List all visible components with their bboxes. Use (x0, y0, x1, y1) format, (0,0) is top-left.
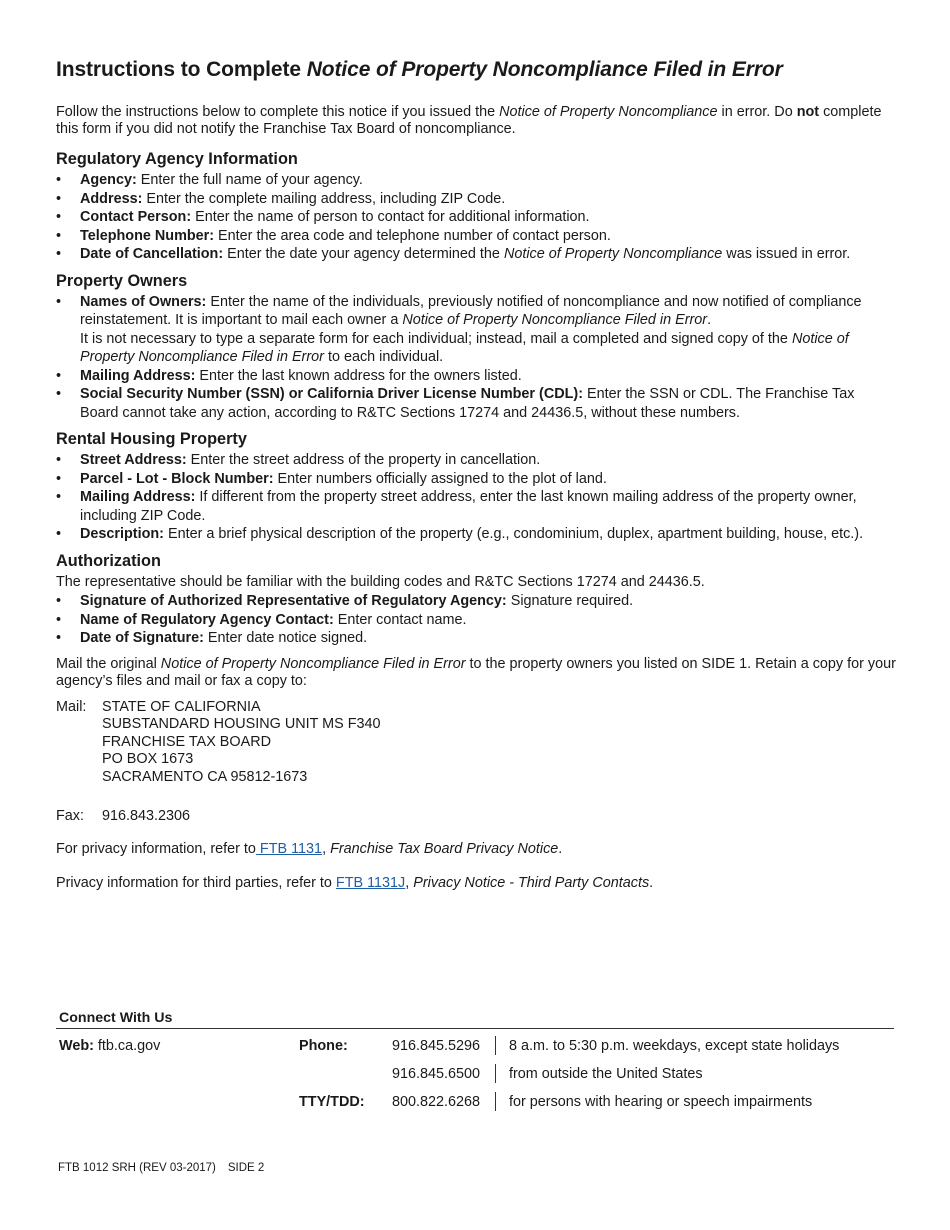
list-item: • Contact Person: Enter the name of person to contact for additional information. (56, 209, 590, 225)
divider (495, 1092, 496, 1111)
list-item: • Telephone Number: Enter the area code and telephone number of contact person. (56, 227, 611, 244)
list-item: • Agency: Enter the full name of your agency. (56, 172, 363, 188)
connect-with-us (56, 1010, 894, 1113)
rental-list (56, 451, 896, 544)
authorization-list (56, 592, 896, 648)
list-item: • Parcel - Lot - Block Number: Enter numbers officially assigned to the plot of land. (56, 470, 607, 487)
mail-instructions: Mail the original Notice of Property Noncompliance Filed in Error to the property owners you listed on SIDE 1. Retain a copy for your agency’s files and mail or fax a copy to: (56, 655, 896, 689)
section-heading-regulatory: Regulatory Agency Information (56, 150, 298, 168)
section-heading-rental: Rental Housing Property (56, 430, 247, 448)
mail-address-block (56, 699, 896, 787)
list-item: • Names of Owners: Enter the name of the individuals, previously notified of noncompliance and now notified of compliance reinstatement. It is important to mail each owner a Notice of Property Noncompliance Filed in Error. It is not necessary to type a separate form for each individual; instead, mail a completed and signed copy of the Notice of Property Noncompliance Filed in Error to each individual. (56, 293, 862, 365)
phone-hours: 8 a.m. to 5:30 p.m. weekdays, except state holidays (509, 1038, 840, 1054)
list-item: • Description: Enter a brief physical description of the property (e.g., condominium, duplex, apartment building, house, etc.). (56, 526, 864, 542)
list-item: • Social Security Number (SSN) or California Driver License Number (CDL): Enter the SSN or CDL. The Franchise Tax Board cannot take any action, according to R&TC Sections 17274 and 24436.5, without these numbers. (56, 386, 855, 421)
privacy-third-party-notice: Privacy information for third parties, refer to FTB 1131J, Privacy Notice - Third Party Contacts. (56, 875, 654, 891)
tty-number: 800.822.6268 (392, 1094, 481, 1110)
phone-description: from outside the United States (509, 1066, 703, 1082)
form-number: FTB 1012 SRH (REV 03-2017) (58, 1162, 216, 1174)
contact-row (56, 1029, 894, 1057)
fax-number: 916.843.2306 (102, 808, 191, 824)
side-label: SIDE 2 (227, 1162, 265, 1174)
list-item: • Street Address: Enter the street address of the property in cancellation. (56, 452, 541, 468)
page-title: Instructions to Complete Notice of Property Noncompliance Filed in Error (56, 58, 783, 81)
web-info: Web: ftb.ca.gov (59, 1038, 161, 1054)
list-item: • Name of Regulatory Agency Contact: Enter contact name. (56, 611, 467, 628)
phone-number: 916.845.5296 (392, 1038, 481, 1054)
authorization-intro: The representative should be familiar with the building codes and R&TC Sections 17274 and 24436.5. (56, 573, 705, 590)
intro-paragraph: Follow the instructions below to complete this notice if you issued the Notice of Property Noncompliance in error. Do not complete this form if you did not notify the Franchise Tax Board of noncompliance. (56, 104, 882, 137)
divider (495, 1036, 496, 1055)
list-item: • Signature of Authorized Representative of Regulatory Agency: Signature required. (56, 593, 634, 609)
tty-label: TTY/TDD: (299, 1094, 365, 1110)
phone-number: 916.845.6500 (392, 1066, 481, 1082)
section-heading-owners: Property Owners (56, 271, 188, 290)
form-footer (58, 1162, 264, 1174)
contact-row (56, 1057, 894, 1085)
tty-description: for persons with hearing or speech impairments (509, 1094, 813, 1110)
section-heading-authorization: Authorization (56, 551, 161, 570)
list-item: • Mailing Address: If different from the property street address, enter the last known mailing address of the property owner, including ZIP Code. (56, 489, 857, 524)
list-item: • Date of Cancellation: Enter the date your agency determined the Notice of Property Noncompliance was issued in error. (56, 246, 851, 262)
contact-row (56, 1085, 894, 1113)
ftb-1131j-link[interactable]: FTB 1131J (335, 875, 406, 891)
fax-label: Fax: (56, 808, 84, 824)
phone-label: Phone: (299, 1038, 348, 1054)
list-item: • Mailing Address: Enter the last known address for the owners listed. (56, 367, 522, 384)
regulatory-list (56, 171, 896, 264)
owners-list (56, 293, 896, 423)
mail-address: STATE OF CALIFORNIA SUBSTANDARD HOUSING UNIT MS F340 FRANCHISE TAX BOARD PO BOX 1673 SACRAMENTO CA 95812-1673 (102, 698, 381, 785)
fax-block (56, 808, 896, 824)
list-item: • Address: Enter the complete mailing address, including ZIP Code. (56, 190, 506, 207)
list-item: • Date of Signature: Enter date notice signed. (56, 630, 368, 646)
connect-title: Connect With Us (56, 1010, 894, 1029)
privacy-notice: For privacy information, refer to FTB 1131, Franchise Tax Board Privacy Notice. (56, 841, 563, 857)
mail-label: Mail: (56, 698, 87, 715)
ftb-1131-link[interactable]: FTB 1131 (255, 841, 323, 857)
divider (495, 1064, 496, 1083)
instructions-page (56, 58, 896, 892)
